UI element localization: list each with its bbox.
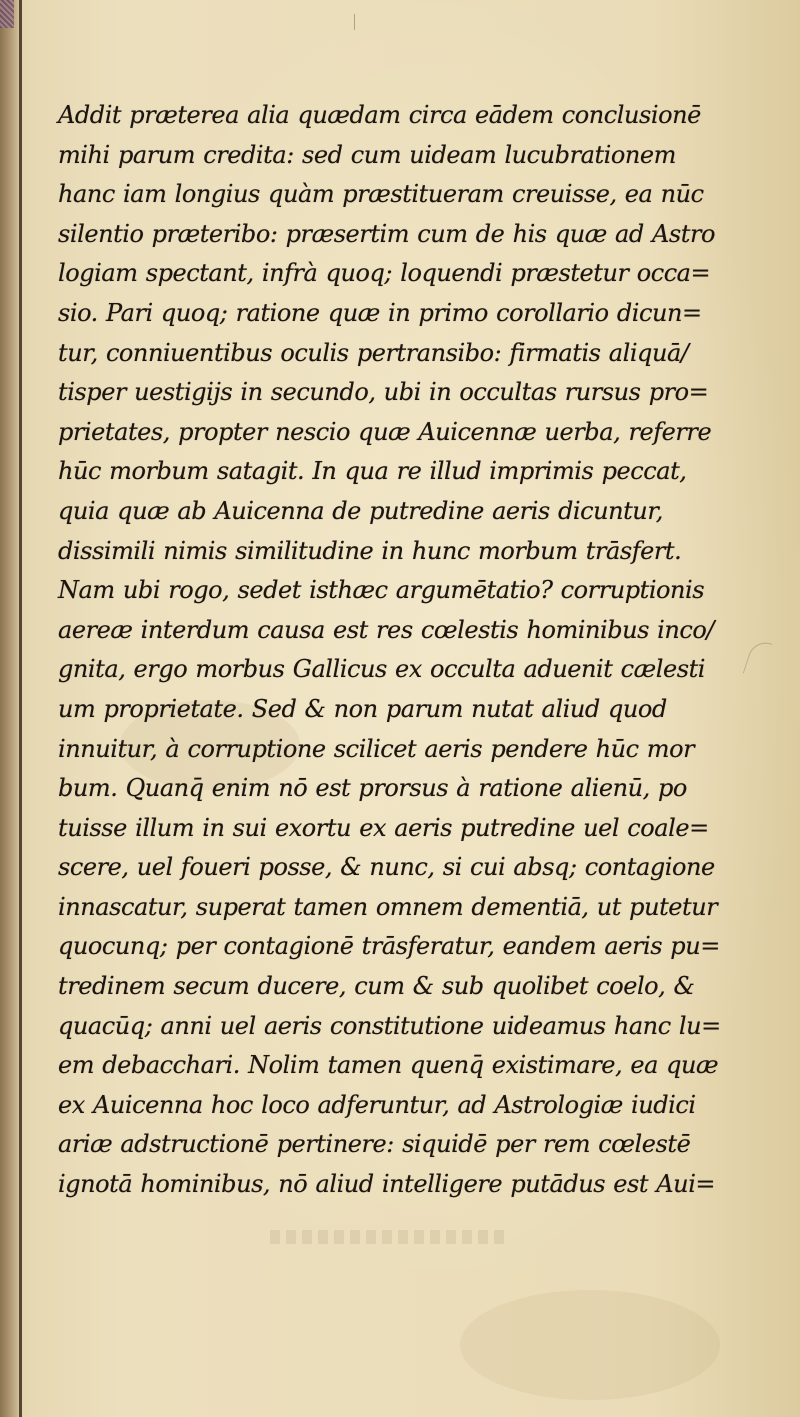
text-line: tur, conniuentibus oculis pertransibo: firmatis aliquā/: [58, 338, 689, 367]
text-line: innuitur, à corruptione scilicet aeris pendere hūc mor: [58, 734, 695, 763]
text-line: innascatur, superat tamen omnem dementiā, ut putetur: [58, 892, 718, 921]
text-line: tredinem secum ducere, cum & sub quolibet coelo, &: [58, 972, 695, 1001]
text-line: um proprietate. Sed & non parum nutat aliud quod: [58, 694, 667, 723]
text-block: [58, 96, 748, 1205]
paper-mark: [354, 14, 355, 30]
text-line: Addit præterea alia quædam circa eādem conclusionē: [58, 101, 701, 129]
text-line: em debacchari. Nolim tamen quenq̄ existimare, ea quæ: [58, 1051, 719, 1080]
text-line: sio. Pari quoq; ratione quæ in primo corollario dicun=: [58, 298, 702, 327]
paper-stain: [460, 1290, 720, 1400]
text-line: gnita, ergo morbus Gallicus ex occulta aduenit cælesti: [58, 655, 705, 684]
text-line: quocunq; per contagionē trāsferatur, eandem aeris pu=: [58, 932, 720, 961]
text-line: hūc morbum satagit. In qua re illud imprimis peccat,: [58, 457, 687, 486]
text-line: aereæ interdum causa est res cœlestis hominibus inco/: [58, 615, 715, 644]
text-line: ignotā hominibus, nō aliud intelligere putādus est Aui=: [58, 1170, 716, 1199]
binding-thread: [0, 0, 14, 28]
text-line: Nam ubi rogo, sedet isthæc argumētatio? corruptionis: [58, 576, 705, 605]
text-line: tisper uestigijs in secundo, ubi in occultas rursus pro=: [58, 378, 709, 407]
show-through-text: [270, 1230, 510, 1244]
text-line: scere, uel foueri posse, & nunc, si cui absq; contagione: [58, 853, 715, 882]
text-line: mihi parum credita: sed cum uideam lucubrationem: [58, 140, 676, 169]
text-line: logiam spectant, infrà quoq; loquendi præstetur occa=: [58, 259, 711, 288]
text-line: ex Auicenna hoc loco adferuntur, ad Astrologiæ iudici: [58, 1090, 696, 1119]
text-line: prietates, propter nescio quæ Auicennæ uerba, referre: [58, 417, 712, 446]
text-line: silentio præteribo: præsertim cum de his quæ ad Astro: [58, 219, 715, 248]
text-line: bum. Quanq̄ enim nō est prorsus à ratione alienū, po: [58, 774, 687, 803]
binding-fold-line: [19, 0, 22, 1417]
text-line: ariæ adstructionē pertinere: siquidē per rem cœlestē: [58, 1130, 691, 1159]
text-line: hanc iam longius quàm præstitueram creuisse, ea nūc: [58, 180, 704, 209]
text-line: quacūq; anni uel aeris constitutione uideamus hanc lu=: [58, 1011, 721, 1040]
text-line: tuisse illum in sui exortu ex aeris putredine uel coale=: [58, 813, 709, 842]
text-line: dissimili nimis similitudine in hunc morbum trāsfert.: [58, 536, 682, 565]
text-line: quia quæ ab Auicenna de putredine aeris dicuntur,: [58, 496, 663, 525]
